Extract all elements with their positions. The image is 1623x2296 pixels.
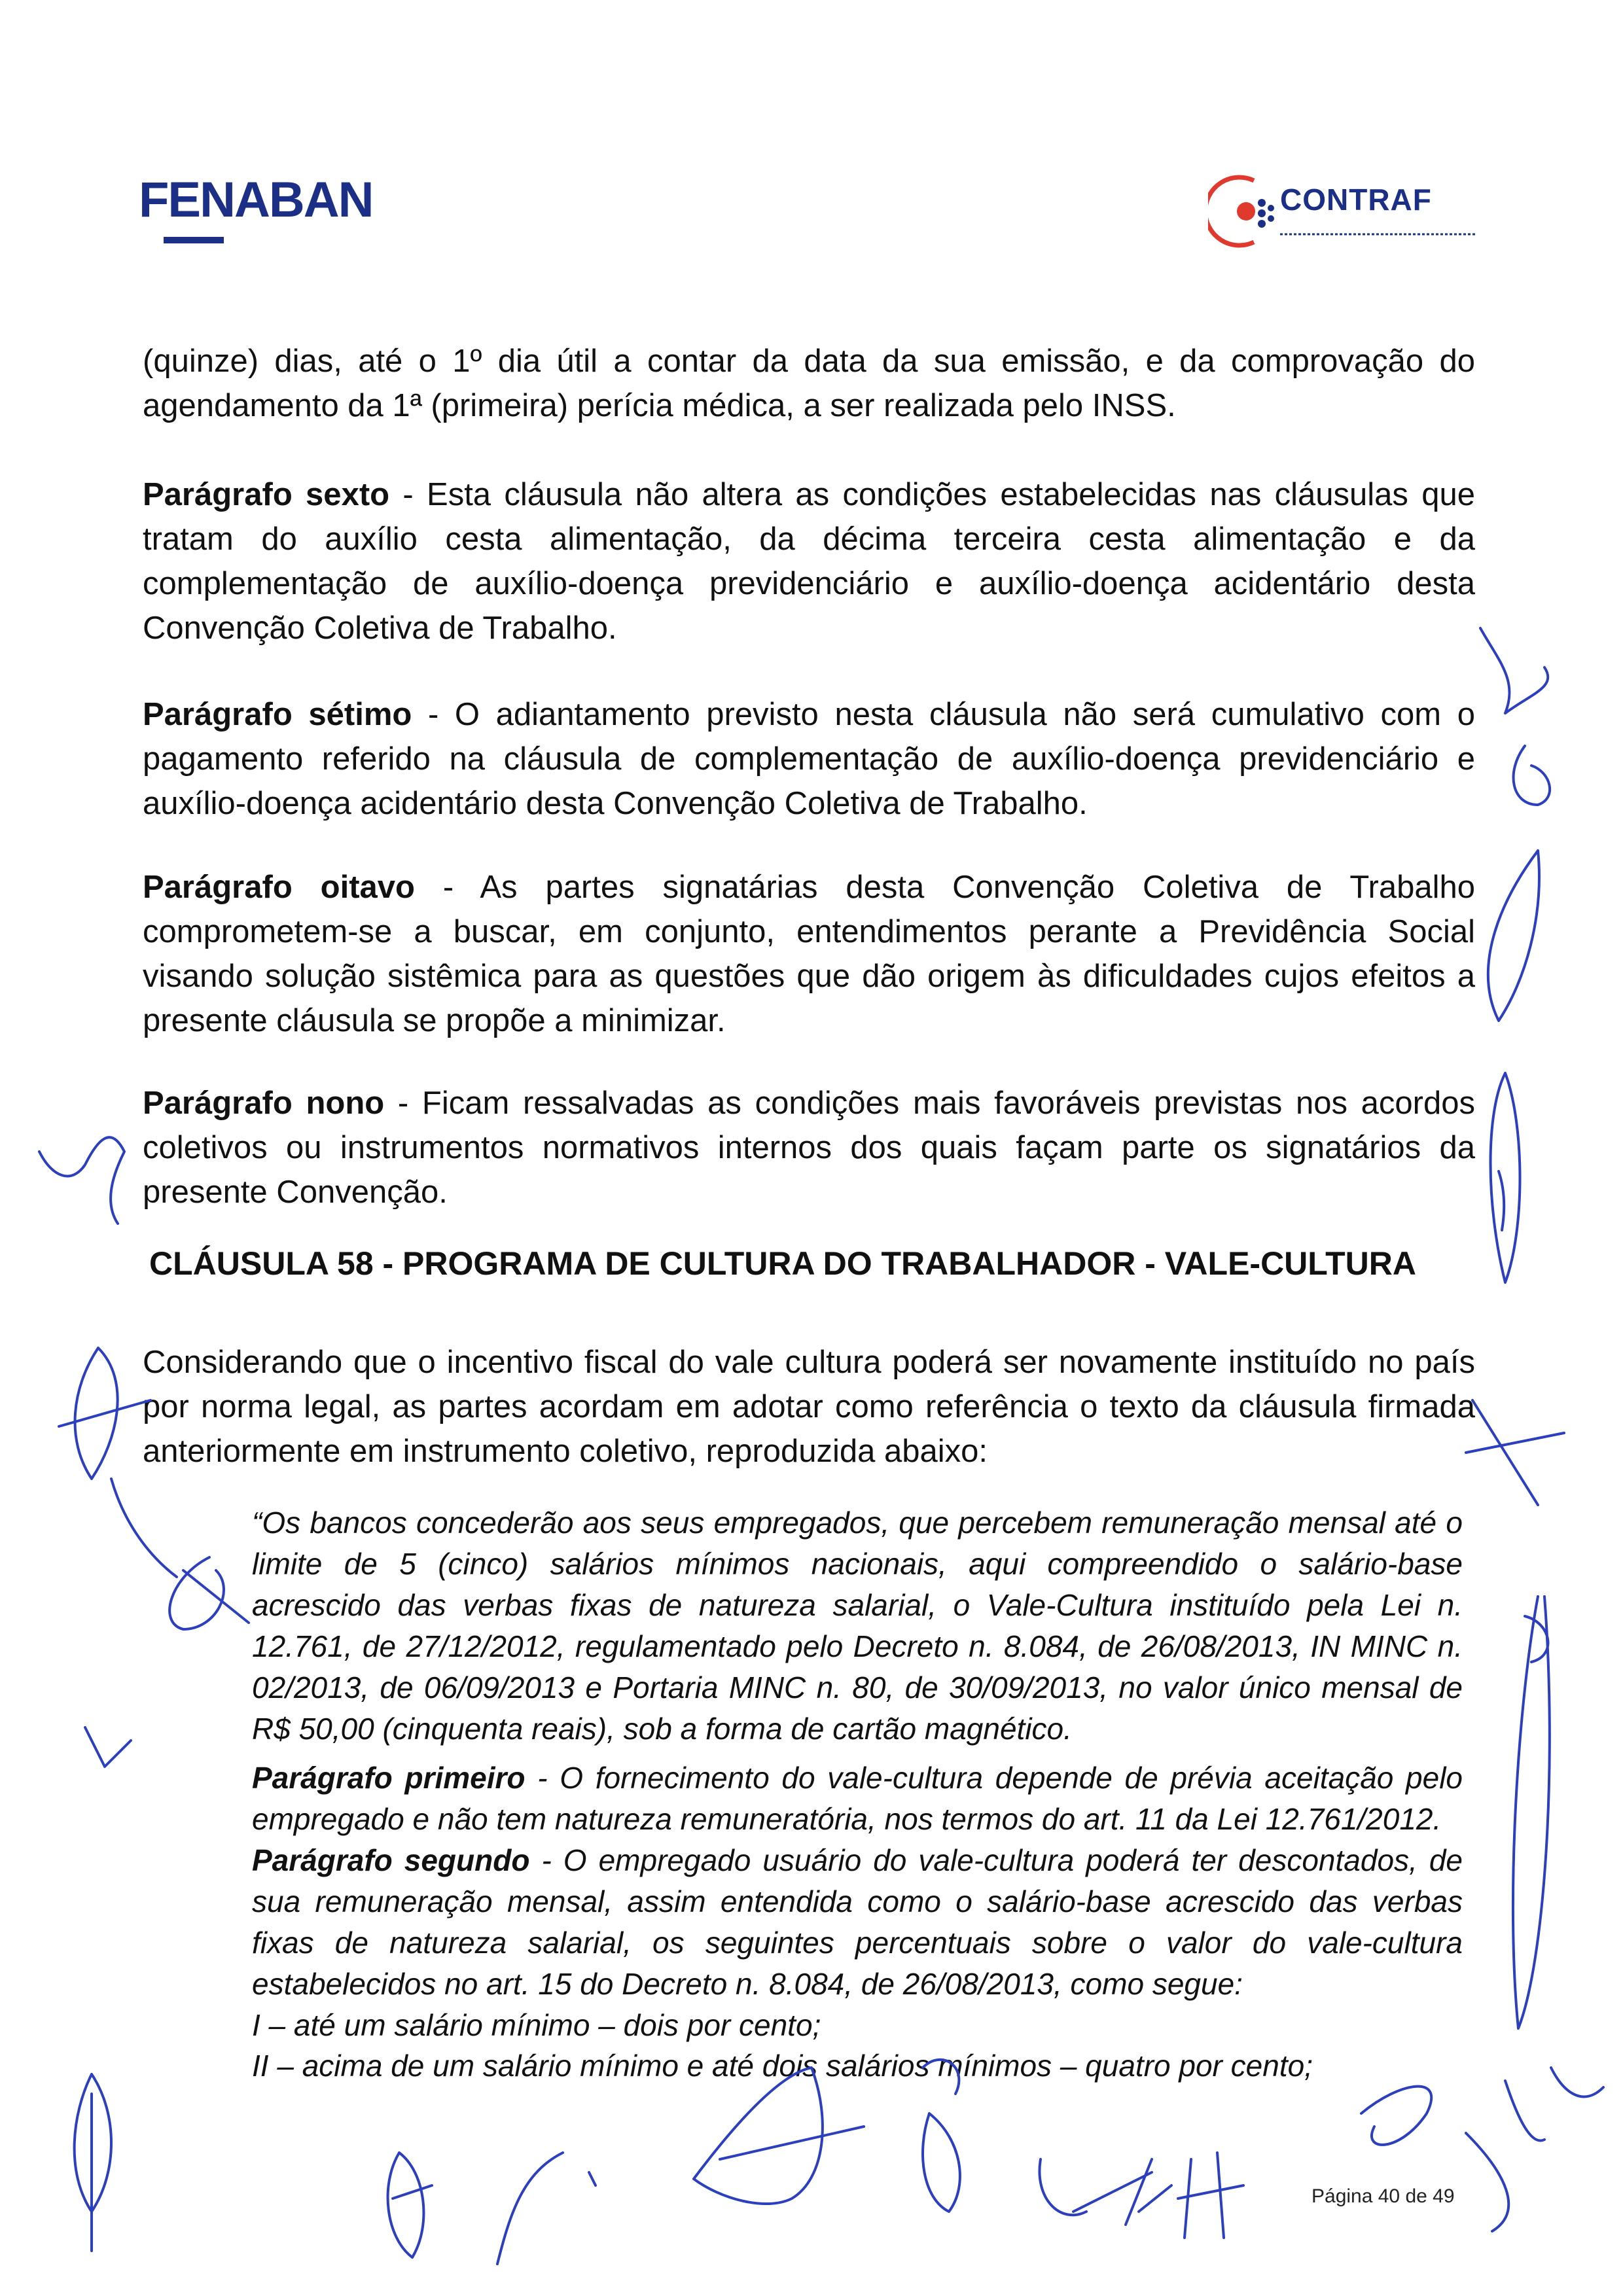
rubric-signature bbox=[1513, 1597, 1550, 2028]
rubric-signature bbox=[111, 1479, 177, 1577]
paragraph-text: - O adiantamento previsto nesta cláusula não será cumulativo com o pagamento referido na cláusula de complementação de auxílio-doença previdenciário e auxílio-doença acidentário desta Convenção Coletiva de Trabalho. bbox=[143, 697, 1475, 821]
paragraph-nono bbox=[143, 1081, 1475, 1214]
paragraph-oitavo bbox=[143, 865, 1475, 1043]
fenaban-logo: FENABAN bbox=[139, 172, 373, 228]
rubric-signature bbox=[1480, 628, 1548, 713]
rubric-signature bbox=[1126, 2153, 1243, 2238]
rubric-signature bbox=[1505, 2068, 1603, 2141]
quoted-clause-text: “Os bancos concederão aos seus empregados, que percebem remuneração mensal até o limite de 5 (cinco) salários mínimos nacionais, aqui compreendido o salário-base acrescido das verbas fixas de natureza salarial, o Vale-Cultura instituído pela Lei n. 12.761, de 27/12/2012, regulamentado pelo Decreto n. 8.084, de 26/08/2013, IN MINC n. 02/2013, de 06/09/2013 e Portaria MINC n. 80, de 30/09/2013, no valor único mensal de R$ 50,00 (cinquenta reais), sob a forma de cartão magnético. bbox=[252, 1506, 1463, 1746]
paragraph-considerando: Considerando que o incentivo fiscal do vale cultura poderá ser novamente instituído no país por norma legal, as partes acordam em adotar como referência o texto da cláusula firmada anteriormente em instrumento coletivo, reproduzida abaixo: bbox=[143, 1345, 1475, 1469]
rubric-signature bbox=[497, 2153, 596, 2264]
quoted-paragraph-primeiro bbox=[252, 1757, 1463, 1840]
rubric-signature bbox=[1466, 2133, 1508, 2231]
quoted-paragraph-label: Parágrafo segundo bbox=[252, 1843, 530, 1877]
list-item: I – até um salário mínimo – dois por cento; bbox=[252, 2008, 821, 2042]
paragraph-label: Parágrafo nono bbox=[143, 1086, 385, 1121]
list-item: II – acima de um salário mínimo e até dois salários mínimos – quatro por cento; bbox=[252, 2049, 1313, 2083]
paragraph-setimo bbox=[143, 692, 1475, 826]
quoted-paragraph-text: - O empregado usuário do vale-cultura poderá ter descontados, de sua remuneração mensal, assim entendida como o salário-base acrescido das verbas fixas de natureza salarial, os seguintes percentuais sobre o valor do vale-cultura estabelecidos no art. 15 do Decreto n. 8.084, de 26/08/2013, como segue: bbox=[252, 1843, 1463, 2001]
quoted-paragraph-label: Parágrafo primeiro bbox=[252, 1761, 526, 1795]
rubric-signature bbox=[75, 2074, 111, 2251]
quoted-paragraph-segundo bbox=[252, 1840, 1463, 2005]
rubric-signature bbox=[1488, 851, 1539, 1021]
paragraph-text: - Esta cláusula não altera as condições estabelecidas nas cláusulas que tratam do auxílio cesta alimentação, da décima terceira cesta alimentação e da complementação de auxílio-doença previdenciário e auxílio-doença acidentário desta Convenção Coletiva de Trabalho. bbox=[143, 477, 1475, 646]
clause-heading: CLÁUSULA 58 - PROGRAMA DE CULTURA DO TRABALHADOR - VALE-CULTURA bbox=[149, 1245, 1416, 1282]
rubric-signature bbox=[1514, 746, 1550, 805]
rubric-signature bbox=[1039, 2159, 1152, 2215]
paragraph-label: Parágrafo oitavo bbox=[143, 870, 415, 905]
paragraph-text: - Ficam ressalvadas as condições mais favoráveis previstas nos acordos coletivos ou instrumentos normativos internos dos quais façam parte os signatários da presente Convenção. bbox=[143, 1086, 1475, 1210]
rubric-signature bbox=[169, 1557, 249, 1629]
paragraph-text: - As partes signatárias desta Convenção Coletiva de Trabalho comprometem-se a buscar, em conjunto, entendimentos perante a Previdência Social visando solução sistêmica para as questões que dão origem às dificuldades cujos efeitos a presente cláusula se propõe a minimizar. bbox=[143, 870, 1475, 1038]
rubric-signature bbox=[1361, 2087, 1431, 2145]
fenaban-logo-underline bbox=[164, 237, 224, 243]
page-number: Página 40 de 49 bbox=[1311, 2185, 1455, 2207]
paragraph-sexto bbox=[143, 472, 1475, 650]
rubric-signature bbox=[59, 1348, 151, 1479]
paragraph-label: Parágrafo sexto bbox=[143, 477, 390, 512]
paragraph-label: Parágrafo sétimo bbox=[143, 697, 412, 732]
rubric-signature bbox=[388, 2153, 432, 2257]
rubric-signature bbox=[39, 1137, 124, 1224]
rubric-signature bbox=[694, 2068, 864, 2204]
contraf-logo-text: CONTRAF bbox=[1280, 183, 1432, 217]
paragraph-continuation: (quinze) dias, até o 1º dia útil a contar da data da sua emissão, e da comprovação do agendamento da 1ª (primeira) perícia médica, a ser realizada pelo INSS. bbox=[143, 344, 1475, 423]
rubric-signature bbox=[1466, 1400, 1564, 1505]
quoted-paragraph-text: - O fornecimento do vale-cultura depende de prévia aceitação pelo empregado e não tem natureza remuneratória, nos termos do art. 11 da Lei 12.761/2012. bbox=[252, 1761, 1463, 1836]
rubric-signature bbox=[85, 1727, 131, 1767]
rubric-signature bbox=[1491, 1073, 1520, 1282]
